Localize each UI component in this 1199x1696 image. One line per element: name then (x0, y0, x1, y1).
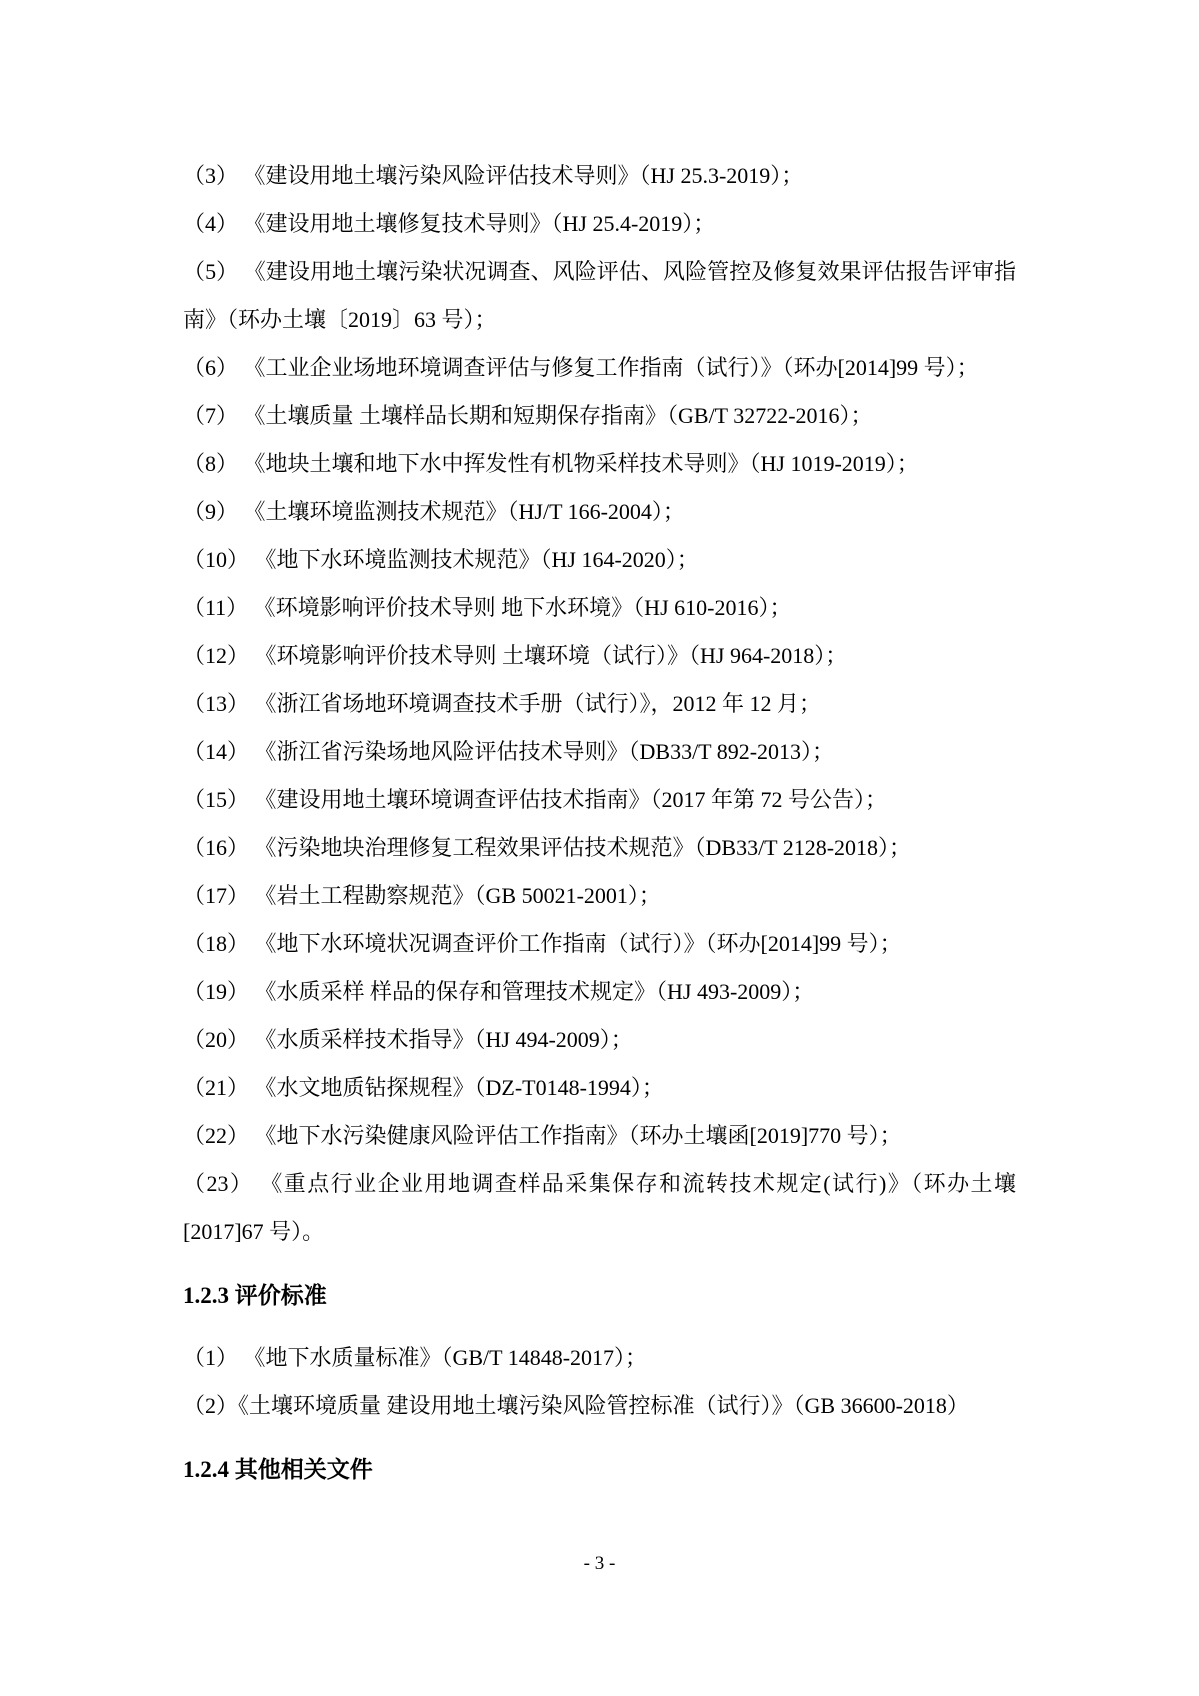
reference-item-15: （15） 《建设用地土壤环境调查评估技术指南》（2017 年第 72 号公告）； (183, 787, 888, 812)
reference-item-4: （4） 《建设用地土壤修复技术导则》（HJ 25.4-2019）； (183, 211, 716, 236)
reference-item-12: （12） 《环境影响评价技术导则 土壤环境（试行）》（HJ 964-2018）； (183, 643, 848, 668)
reference-item-5: （5） 《建设用地土壤污染状况调查、风险评估、风险管控及修复效果评估报告评审指南》（环办土壤〔2019〕63 号）； (183, 259, 1016, 332)
reference-item-20: （20） 《水质采样技术指导》（HJ 494-2009）； (183, 1027, 633, 1052)
reference-item-11: （11） 《环境影响评价技术导则 地下水环境》（HJ 610-2016）； (183, 595, 792, 620)
page-number: - 3 - (583, 1553, 616, 1574)
reference-item-18: （18） 《地下水环境状况调查评价工作指南（试行）》（环办[2014]99 号）； (183, 931, 902, 956)
reference-item-21: （21） 《水文地质钻探规程》（DZ-T0148-1994）； (183, 1075, 664, 1100)
standard-item-1: （1） 《地下水质量标准》（GB/T 14848-2017）； (183, 1345, 648, 1370)
reference-item-22: （22） 《地下水污染健康风险评估工作指南》（环办土壤函[2019]770 号）； (183, 1123, 902, 1148)
standard-item-2: （2）《土壤环境质量 建设用地土壤污染风险管控标准（试行）》（GB 36600-2018） (183, 1393, 969, 1418)
section-heading-1-2-4: 1.2.4 其他相关文件 (183, 1457, 373, 1482)
reference-item-3: （3） 《建设用地土壤污染风险评估技术导则》（HJ 25.3-2019）； (183, 163, 804, 188)
reference-item-19: （19） 《水质采样 样品的保存和管理技术规定》（HJ 493-2009）； (183, 979, 815, 1004)
reference-item-6: （6） 《工业企业场地环境调查评估与修复工作指南（试行）》（环办[2014]99 号）； (183, 355, 979, 380)
reference-item-16: （16） 《污染地块治理修复工程效果评估技术规范》（DB33/T 2128-2018）； (183, 835, 912, 860)
reference-item-9: （9） 《土壤环境监测技术规范》（HJ/T 166-2004）； (183, 499, 685, 524)
document-content (183, 152, 1016, 1494)
reference-item-23: （23） 《重点行业企业用地调查样品采集保存和流转技术规定(试行)》（环办土壤[2017]67 号）。 (183, 1171, 1016, 1244)
reference-item-10: （10） 《地下水环境监测技术规范》（HJ 164-2020）； (183, 547, 699, 572)
reference-item-8: （8） 《地块土壤和地下水中挥发性有机物采样技术导则》（HJ 1019-2019）； (183, 451, 919, 476)
reference-item-7: （7） 《土壤质量 土壤样品长期和短期保存指南》（GB/T 32722-2016）； (183, 403, 873, 428)
section-heading-1-2-3: 1.2.3 评价标准 (183, 1283, 327, 1308)
reference-item-13: （13） 《浙江省场地环境调查技术手册（试行）》，2012 年 12 月； (183, 691, 822, 716)
reference-item-14: （14） 《浙江省污染场地风险评估技术导则》（DB33/T 892-2013）； (183, 739, 835, 764)
reference-item-17: （17） 《岩土工程勘察规范》（GB 50021-2001）； (183, 883, 661, 908)
